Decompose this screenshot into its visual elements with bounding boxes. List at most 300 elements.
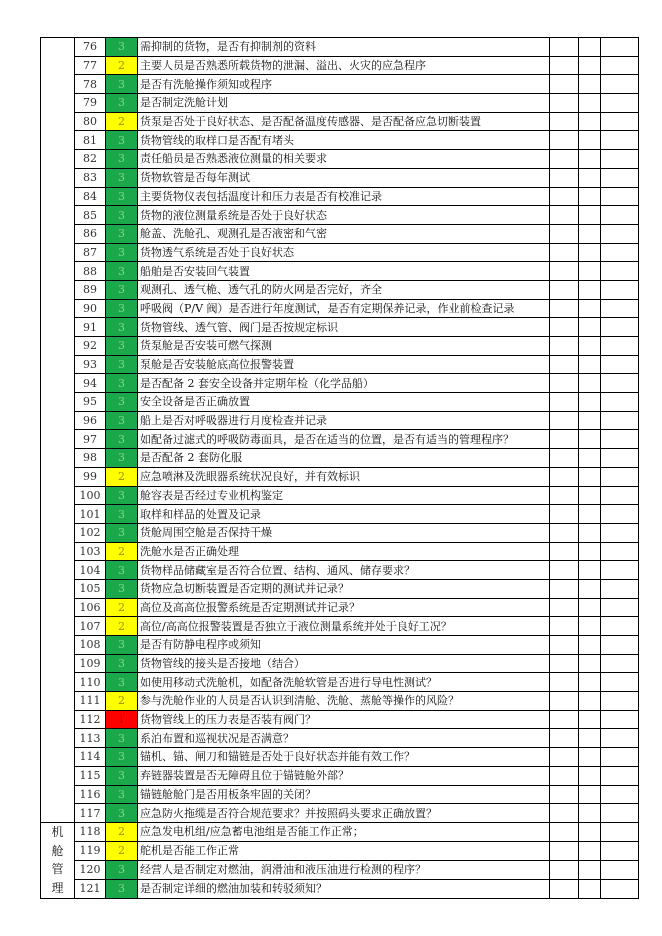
- score-cell: 2: [106, 841, 138, 860]
- empty-cell: [601, 355, 639, 374]
- empty-cell: [601, 822, 639, 841]
- inspection-checklist-table: [40, 37, 639, 899]
- item-number: 109: [75, 654, 106, 673]
- empty-cell: [601, 38, 639, 57]
- empty-cell: [579, 636, 601, 655]
- empty-cell: [550, 449, 579, 468]
- empty-cell: [550, 243, 579, 262]
- empty-cell: [550, 131, 579, 150]
- item-number: 96: [75, 411, 106, 430]
- empty-cell: [550, 673, 579, 692]
- empty-cell: [579, 523, 601, 542]
- table-row: [41, 673, 639, 692]
- item-description: 锚链舱舱门是否用板条牢固的关闭？: [138, 785, 550, 804]
- empty-cell: [579, 542, 601, 561]
- table-row: [41, 879, 639, 898]
- empty-cell: [601, 430, 639, 449]
- empty-cell: [579, 262, 601, 281]
- item-number: 103: [75, 542, 106, 561]
- item-description: 安全设备是否正确放置: [138, 393, 550, 412]
- empty-cell: [550, 56, 579, 75]
- empty-cell: [550, 486, 579, 505]
- item-description: 锚机、锚、闸刀和锚链是否处于良好状态并能有效工作？: [138, 748, 550, 767]
- empty-cell: [550, 168, 579, 187]
- empty-cell: [579, 374, 601, 393]
- item-description: 系泊布置和巡视状况是否满意？: [138, 729, 550, 748]
- empty-cell: [550, 841, 579, 860]
- empty-cell: [601, 579, 639, 598]
- empty-cell: [601, 710, 639, 729]
- empty-cell: [550, 598, 579, 617]
- empty-cell: [579, 280, 601, 299]
- empty-cell: [601, 112, 639, 131]
- item-description: 舱容表是否经过专业机构鉴定: [138, 486, 550, 505]
- table-row: [41, 150, 639, 169]
- item-description: 货物软管是否每年测试: [138, 168, 550, 187]
- table-row: [41, 561, 639, 580]
- item-description: 如配备过滤式的呼吸防毒面具，是否在适当的位置，是否有适当的管理程序？: [138, 430, 550, 449]
- table-row: [41, 654, 639, 673]
- table-row: [41, 729, 639, 748]
- table-row: [41, 411, 639, 430]
- empty-cell: [550, 729, 579, 748]
- item-number: 98: [75, 449, 106, 468]
- score-cell: 3: [106, 505, 138, 524]
- table-row: [41, 131, 639, 150]
- item-number: 111: [75, 692, 106, 711]
- table-row: [41, 860, 639, 879]
- item-number: 84: [75, 187, 106, 206]
- empty-cell: [601, 486, 639, 505]
- item-number: 114: [75, 748, 106, 767]
- empty-cell: [550, 318, 579, 337]
- item-description: 观测孔、透气桅、透气孔的防火网是否完好，齐全: [138, 280, 550, 299]
- table-row: [41, 374, 639, 393]
- table-row: [41, 168, 639, 187]
- table-row: [41, 280, 639, 299]
- item-number: 104: [75, 561, 106, 580]
- item-description: 如使用移动式洗舱机，如配备洗舱软管是否进行导电性测试？: [138, 673, 550, 692]
- item-number: 79: [75, 94, 106, 113]
- item-number: 94: [75, 374, 106, 393]
- item-number: 89: [75, 280, 106, 299]
- empty-cell: [550, 224, 579, 243]
- table-row: [41, 804, 639, 823]
- score-cell: 2: [106, 692, 138, 711]
- score-cell: 3: [106, 224, 138, 243]
- item-description: 船上是否对呼吸器进行月度检查并记录: [138, 411, 550, 430]
- table-row: [41, 523, 639, 542]
- empty-cell: [550, 112, 579, 131]
- item-number: 90: [75, 299, 106, 318]
- item-description: 洗舱水是否正确处理: [138, 542, 550, 561]
- score-cell: 2: [106, 822, 138, 841]
- item-description: 高位及高高位报警系统是否定期测试并记录？: [138, 598, 550, 617]
- score-cell: 2: [106, 542, 138, 561]
- table-row: [41, 393, 639, 412]
- empty-cell: [579, 243, 601, 262]
- item-description: 应急防火拖缆是否符合规范要求？并按照码头要求正确放置？: [138, 804, 550, 823]
- empty-cell: [601, 150, 639, 169]
- empty-cell: [550, 393, 579, 412]
- score-cell: 3: [106, 579, 138, 598]
- score-cell: 3: [106, 449, 138, 468]
- empty-cell: [601, 729, 639, 748]
- item-number: 112: [75, 710, 106, 729]
- table-row: [41, 262, 639, 281]
- item-description: 货泵舱是否安装可燃气探测: [138, 337, 550, 356]
- score-cell: 3: [106, 766, 138, 785]
- empty-cell: [550, 636, 579, 655]
- table-row: [41, 785, 639, 804]
- item-number: 86: [75, 224, 106, 243]
- table-row: [41, 598, 639, 617]
- item-number: 82: [75, 150, 106, 169]
- item-number: 108: [75, 636, 106, 655]
- empty-cell: [550, 299, 579, 318]
- score-cell: 3: [106, 636, 138, 655]
- empty-cell: [601, 56, 639, 75]
- score-cell: 3: [106, 187, 138, 206]
- empty-cell: [550, 561, 579, 580]
- empty-cell: [550, 280, 579, 299]
- item-number: 99: [75, 467, 106, 486]
- score-cell: 3: [106, 673, 138, 692]
- item-number: 117: [75, 804, 106, 823]
- empty-cell: [550, 206, 579, 225]
- table-row: [41, 56, 639, 75]
- score-cell: 3: [106, 150, 138, 169]
- empty-cell: [550, 411, 579, 430]
- empty-cell: [601, 206, 639, 225]
- empty-cell: [601, 748, 639, 767]
- empty-cell: [550, 75, 579, 94]
- empty-cell: [579, 860, 601, 879]
- empty-cell: [579, 692, 601, 711]
- empty-cell: [579, 318, 601, 337]
- item-description: 是否有洗舱操作须知或程序: [138, 75, 550, 94]
- item-description: 弃链器装置是否无障碍且位于锚链舱外部？: [138, 766, 550, 785]
- empty-cell: [579, 654, 601, 673]
- empty-cell: [601, 673, 639, 692]
- item-number: 85: [75, 206, 106, 225]
- empty-cell: [601, 75, 639, 94]
- empty-cell: [550, 337, 579, 356]
- empty-cell: [550, 355, 579, 374]
- table-row: [41, 449, 639, 468]
- empty-cell: [550, 467, 579, 486]
- empty-cell: [579, 785, 601, 804]
- empty-cell: [579, 673, 601, 692]
- empty-cell: [601, 299, 639, 318]
- item-number: 93: [75, 355, 106, 374]
- item-description: 货物管线、透气管、阀门是否按规定标识: [138, 318, 550, 337]
- empty-cell: [550, 262, 579, 281]
- empty-cell: [550, 579, 579, 598]
- empty-cell: [579, 38, 601, 57]
- empty-cell: [601, 187, 639, 206]
- score-cell: 3: [106, 785, 138, 804]
- empty-cell: [601, 654, 639, 673]
- item-description: 需抑制的货物，是否有抑制剂的资料: [138, 38, 550, 57]
- empty-cell: [601, 692, 639, 711]
- empty-cell: [579, 56, 601, 75]
- item-number: 115: [75, 766, 106, 785]
- table-row: [41, 75, 639, 94]
- empty-cell: [579, 206, 601, 225]
- empty-cell: [550, 822, 579, 841]
- empty-cell: [601, 393, 639, 412]
- empty-cell: [601, 766, 639, 785]
- item-number: 119: [75, 841, 106, 860]
- empty-cell: [601, 636, 639, 655]
- empty-cell: [601, 505, 639, 524]
- item-description: 应急发电机组/应急蓄电池组是否能工作正常；: [138, 822, 550, 841]
- score-cell: 3: [106, 38, 138, 57]
- empty-cell: [579, 430, 601, 449]
- item-description: 船舶是否安装回气装置: [138, 262, 550, 281]
- item-number: 120: [75, 860, 106, 879]
- empty-cell: [601, 860, 639, 879]
- item-description: 货泵是否处于良好状态、是否配备温度传感器、是否配备应急切断装置: [138, 112, 550, 131]
- empty-cell: [601, 374, 639, 393]
- item-number: 118: [75, 822, 106, 841]
- score-cell: 2: [106, 617, 138, 636]
- empty-cell: [550, 542, 579, 561]
- empty-cell: [579, 94, 601, 113]
- empty-cell: [579, 505, 601, 524]
- score-cell: 3: [106, 280, 138, 299]
- table-row: [41, 617, 639, 636]
- empty-cell: [579, 224, 601, 243]
- score-cell: 1: [106, 710, 138, 729]
- empty-cell: [579, 766, 601, 785]
- empty-cell: [550, 748, 579, 767]
- table-row: [41, 636, 639, 655]
- item-number: 77: [75, 56, 106, 75]
- empty-cell: [550, 523, 579, 542]
- category-cell: [41, 38, 75, 823]
- item-number: 80: [75, 112, 106, 131]
- empty-cell: [601, 280, 639, 299]
- item-number: 88: [75, 262, 106, 281]
- empty-cell: [601, 879, 639, 898]
- item-number: 97: [75, 430, 106, 449]
- empty-cell: [601, 224, 639, 243]
- empty-cell: [601, 262, 639, 281]
- score-cell: 3: [106, 168, 138, 187]
- score-cell: 3: [106, 75, 138, 94]
- table-row: [41, 841, 639, 860]
- item-description: 呼吸阀（P/V 阀）是否进行年度测试，是否有定期保养记录，作业前检查记录: [138, 299, 550, 318]
- empty-cell: [550, 430, 579, 449]
- table-row: [41, 355, 639, 374]
- empty-cell: [550, 804, 579, 823]
- empty-cell: [550, 654, 579, 673]
- empty-cell: [550, 617, 579, 636]
- empty-cell: [579, 187, 601, 206]
- empty-cell: [601, 168, 639, 187]
- empty-cell: [601, 561, 639, 580]
- empty-cell: [550, 374, 579, 393]
- empty-cell: [550, 150, 579, 169]
- empty-cell: [579, 299, 601, 318]
- score-cell: 3: [106, 748, 138, 767]
- item-number: 110: [75, 673, 106, 692]
- table-row: [41, 542, 639, 561]
- item-description: 货物的液位测量系统是否处于良好状态: [138, 206, 550, 225]
- item-number: 100: [75, 486, 106, 505]
- empty-cell: [579, 748, 601, 767]
- item-description: 货物管线的取样口是否配有堵头: [138, 131, 550, 150]
- empty-cell: [601, 598, 639, 617]
- item-description: 货物管线的接头是否接地（结合）: [138, 654, 550, 673]
- score-cell: 3: [106, 337, 138, 356]
- item-number: 91: [75, 318, 106, 337]
- item-number: 92: [75, 337, 106, 356]
- item-description: 经营人是否制定对燃油，润滑油和液压油进行检测的程序？: [138, 860, 550, 879]
- table-row: [41, 505, 639, 524]
- item-description: 是否制定洗舱计划: [138, 94, 550, 113]
- empty-cell: [579, 355, 601, 374]
- empty-cell: [579, 337, 601, 356]
- empty-cell: [579, 804, 601, 823]
- item-description: 高位/高高位报警装置是否独立于液位测量系统并处于良好工况？: [138, 617, 550, 636]
- empty-cell: [601, 804, 639, 823]
- empty-cell: [579, 486, 601, 505]
- empty-cell: [579, 729, 601, 748]
- empty-cell: [550, 505, 579, 524]
- score-cell: 3: [106, 262, 138, 281]
- item-description: 舵机是否能工作正常: [138, 841, 550, 860]
- item-description: 货物样品储藏室是否符合位置、结构、通风、储存要求？: [138, 561, 550, 580]
- score-cell: 3: [106, 804, 138, 823]
- empty-cell: [579, 393, 601, 412]
- empty-cell: [579, 617, 601, 636]
- table-row: [41, 187, 639, 206]
- item-number: 76: [75, 38, 106, 57]
- empty-cell: [579, 467, 601, 486]
- table-row: [41, 822, 639, 841]
- item-description: 货舱周围空舱是否保持干燥: [138, 523, 550, 542]
- table-row: [41, 748, 639, 767]
- item-number: 121: [75, 879, 106, 898]
- score-cell: 3: [106, 393, 138, 412]
- empty-cell: [579, 598, 601, 617]
- table-row: [41, 299, 639, 318]
- empty-cell: [579, 75, 601, 94]
- item-number: 101: [75, 505, 106, 524]
- item-description: 是否制定详细的燃油加装和转驳须知？: [138, 879, 550, 898]
- empty-cell: [601, 785, 639, 804]
- table-row: [41, 692, 639, 711]
- table-row: [41, 467, 639, 486]
- item-description: 货物管线上的压力表是否装有阀门？: [138, 710, 550, 729]
- item-number: 95: [75, 393, 106, 412]
- item-description: 应急喷淋及洗眼器系统状况良好，并有效标识: [138, 467, 550, 486]
- score-cell: 3: [106, 411, 138, 430]
- empty-cell: [579, 449, 601, 468]
- empty-cell: [601, 449, 639, 468]
- empty-cell: [601, 617, 639, 636]
- score-cell: 2: [106, 467, 138, 486]
- empty-cell: [550, 766, 579, 785]
- score-cell: 3: [106, 243, 138, 262]
- empty-cell: [579, 168, 601, 187]
- item-description: 是否配备 2 套防化服: [138, 449, 550, 468]
- score-cell: 2: [106, 112, 138, 131]
- item-description: 货物应急切断装置是否定期的测试并记录？: [138, 579, 550, 598]
- item-number: 116: [75, 785, 106, 804]
- item-number: 78: [75, 75, 106, 94]
- empty-cell: [550, 38, 579, 57]
- score-cell: 3: [106, 206, 138, 225]
- empty-cell: [601, 243, 639, 262]
- table-row: [41, 243, 639, 262]
- empty-cell: [579, 841, 601, 860]
- empty-cell: [601, 542, 639, 561]
- item-description: 参与洗舱作业的人员是否认识到清舱、洗舱、蒸舱等操作的风险？: [138, 692, 550, 711]
- score-cell: 3: [106, 523, 138, 542]
- empty-cell: [601, 94, 639, 113]
- empty-cell: [601, 523, 639, 542]
- empty-cell: [550, 879, 579, 898]
- item-description: 责任船员是否熟悉液位测量的相关要求: [138, 150, 550, 169]
- empty-cell: [601, 467, 639, 486]
- score-cell: 3: [106, 860, 138, 879]
- score-cell: 3: [106, 879, 138, 898]
- empty-cell: [601, 411, 639, 430]
- empty-cell: [601, 337, 639, 356]
- item-number: 105: [75, 579, 106, 598]
- empty-cell: [550, 710, 579, 729]
- item-number: 106: [75, 598, 106, 617]
- empty-cell: [550, 860, 579, 879]
- table-row: [41, 766, 639, 785]
- empty-cell: [601, 841, 639, 860]
- empty-cell: [579, 150, 601, 169]
- empty-cell: [601, 131, 639, 150]
- category-cell: 机舱管理: [41, 822, 75, 898]
- item-description: 是否配备 2 套安全设备并定期年检（化学品船）: [138, 374, 550, 393]
- empty-cell: [550, 785, 579, 804]
- item-description: 主要货物仪表包括温度计和压力表是否有校准记录: [138, 187, 550, 206]
- item-number: 113: [75, 729, 106, 748]
- score-cell: 3: [106, 486, 138, 505]
- item-number: 102: [75, 523, 106, 542]
- table-row: [41, 710, 639, 729]
- score-cell: 3: [106, 299, 138, 318]
- score-cell: 3: [106, 131, 138, 150]
- score-cell: 3: [106, 374, 138, 393]
- empty-cell: [550, 187, 579, 206]
- empty-cell: [550, 692, 579, 711]
- table-row: [41, 112, 639, 131]
- empty-cell: [601, 318, 639, 337]
- empty-cell: [579, 822, 601, 841]
- table-row: [41, 579, 639, 598]
- score-cell: 2: [106, 598, 138, 617]
- table-row: [41, 337, 639, 356]
- score-cell: 3: [106, 94, 138, 113]
- empty-cell: [579, 112, 601, 131]
- table-row: [41, 430, 639, 449]
- item-number: 81: [75, 131, 106, 150]
- item-description: 舱盖、洗舱孔、观测孔是否液密和气密: [138, 224, 550, 243]
- item-number: 107: [75, 617, 106, 636]
- item-description: 主要人员是否熟悉所载货物的泄漏、溢出、火灾的应急程序: [138, 56, 550, 75]
- table-row: [41, 224, 639, 243]
